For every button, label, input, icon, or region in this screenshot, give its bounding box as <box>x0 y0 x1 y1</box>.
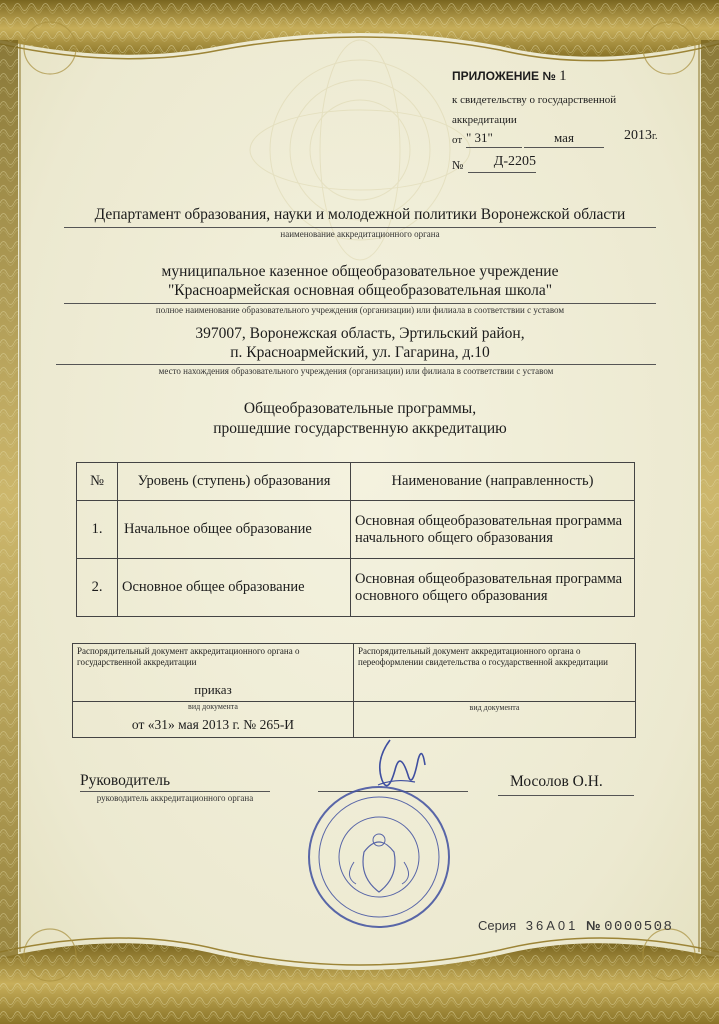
decree-table <box>72 643 636 738</box>
authority-underline <box>64 227 656 228</box>
table-header-row <box>77 463 635 501</box>
decree-doc-type: приказ <box>194 682 232 697</box>
address-caption: место нахождения образовательного учреждения (организации) или филиала в соответствии с уставом <box>158 366 554 376</box>
address-underline <box>56 364 656 365</box>
date-day <box>466 130 522 148</box>
address-line1: 397007, Воронежская область, Эртильский район, <box>195 325 525 342</box>
appendix-title-label: ПРИЛОЖЕНИЕ № <box>452 69 556 83</box>
handwritten-signature <box>370 730 430 800</box>
row-program-name: Основная общеобразовательная программа начального общего образования <box>351 501 635 559</box>
signatory-role-underline <box>80 791 270 792</box>
date-year-text: 2013 <box>624 128 652 143</box>
doc-number-label: № <box>452 158 464 172</box>
row-level: Начальное общее образование <box>118 501 351 559</box>
row-program-name: Основная общеобразовательная программа основного общего образования <box>351 559 635 617</box>
column-header-name: Наименование (направленность) <box>351 463 635 501</box>
authority-caption: наименование аккредитационного органа <box>280 229 440 239</box>
organization-name-line2: "Красноармейская основная общеобразовательная школа" <box>167 282 553 299</box>
row-number: 1. <box>77 501 118 559</box>
date-year-suffix: г. <box>652 131 658 142</box>
date-day-text: " 31" <box>466 130 493 145</box>
series-value: 36А01 <box>525 918 579 933</box>
programs-heading-line1: Общеобразовательные программы, <box>243 400 477 417</box>
address-line2: п. Красноармейский, ул. Гагарина, д.10 <box>230 344 490 361</box>
row-number: 2. <box>77 559 118 617</box>
organization-underline <box>64 303 656 304</box>
signatory-name-underline <box>498 795 634 796</box>
series-number-label: № <box>586 918 601 933</box>
appendix-number: 1 <box>559 68 567 84</box>
doc-number-text: Д-2205 <box>493 154 536 169</box>
series-label: Серия <box>478 918 517 933</box>
authority-name: Департамент образования, науки и молодежной политики Воронежской области <box>94 206 626 223</box>
column-header-number: № <box>77 463 118 501</box>
decree-right-header: Распорядительный документ аккредитационного органа о переоформлении свидетельства о государственной аккредитации <box>358 646 608 667</box>
decree-right-cell <box>354 644 636 702</box>
organization-name-line1: муниципальное казенное общеобразовательное учреждение <box>161 263 559 280</box>
decree-left-detail-cell <box>73 702 354 738</box>
decree-left-header: Распорядительный документ аккредитационного органа о государственной аккредитации <box>77 646 300 667</box>
organization-caption: полное наименование образовательного учреждения (организации) или филиала в соответствии с уставом <box>155 305 565 315</box>
programs-table <box>76 462 635 617</box>
date-year <box>624 128 657 144</box>
official-seal-icon <box>304 782 454 932</box>
row-level: Основное общее образование <box>118 559 351 617</box>
table-row <box>77 501 635 559</box>
decree-right-doc-type-caption: вид документа <box>469 703 520 712</box>
programs-heading-line2: прошедшие государственную аккредитацию <box>213 420 507 437</box>
signatory-role-caption: руководитель аккредитационного органа <box>96 793 254 803</box>
certificate-reference-line1: к свидетельству о государственной <box>452 94 617 106</box>
decree-doc-type-caption: вид документа <box>188 702 238 711</box>
decree-left-cell <box>73 644 354 702</box>
signatory-name: Мосолов О.Н. <box>510 773 603 790</box>
series-number: 0000508 <box>604 919 674 935</box>
date-month-text: мая <box>554 130 574 145</box>
series-block <box>478 918 673 935</box>
appendix-title <box>452 68 567 85</box>
date-month <box>524 130 604 148</box>
date-from-label: от <box>452 134 463 146</box>
column-header-level: Уровень (ступень) образования <box>118 463 351 501</box>
signatory-role: Руководитель <box>80 772 171 789</box>
certificate-reference-line2: аккредитации <box>452 114 517 126</box>
decree-detail: от «31» мая 2013 г. № 265-И <box>131 717 295 732</box>
table-row <box>77 559 635 617</box>
doc-number <box>468 154 536 173</box>
